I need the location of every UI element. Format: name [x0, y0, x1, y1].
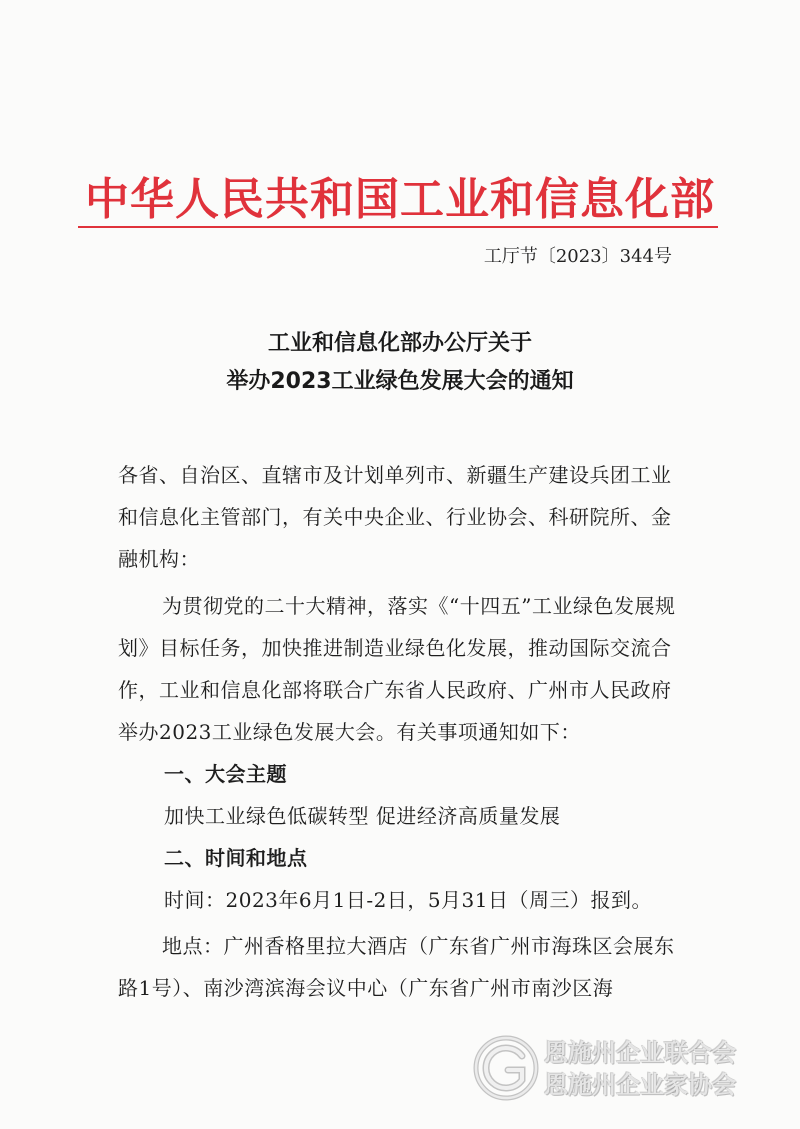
watermark-line-2: 恩施州企业家协会: [544, 1071, 736, 1099]
document-number: 工厅节〔2023〕344号: [483, 246, 672, 267]
watermark-line-1: 恩施州企业联合会: [544, 1039, 736, 1067]
section-2-heading: 二、时间和地点: [164, 846, 308, 870]
association-logo-icon: [472, 1034, 540, 1102]
section-2-time: 时间：2023年6月1日-2日，5月31日（周三）报到。: [164, 888, 653, 912]
section-1-heading: 一、大会主题: [164, 762, 287, 786]
section-1-body: 加快工业绿色低碳转型 促进经济高质量发展: [164, 804, 561, 828]
document-title-line-1: 工业和信息化部办公厅关于: [267, 331, 532, 356]
intro-paragraph: 为贯彻党的二十大精神，落实《“十四五”工业绿色发展规划》目标任务，加快推进制造业绿色化发展，推动国际交流合作，工业和信息化部将联合广东省人民政府、广州市人民政府举办2023工业绿色发展大会。有关事项通知如下：: [118, 594, 676, 744]
document-title-line-2: 举办2023工业绿色发展大会的通知: [226, 369, 574, 394]
section-2-place: 地点：广州香格里拉大酒店（广东省广州市海珠区会展东路1号）、南沙湾滨海会议中心（广东省广州市南沙区海: [118, 934, 675, 1000]
masthead-red-rule: [78, 226, 718, 228]
masthead-title: 中华人民共和国工业和信息化部: [85, 174, 715, 225]
addressee-paragraph: 各省、自治区、直辖市及计划单列市、新疆生产建设兵团工业和信息化主管部门，有关中央企业、行业协会、科研院所、金融机构：: [118, 463, 672, 571]
watermark: [472, 1030, 782, 1106]
